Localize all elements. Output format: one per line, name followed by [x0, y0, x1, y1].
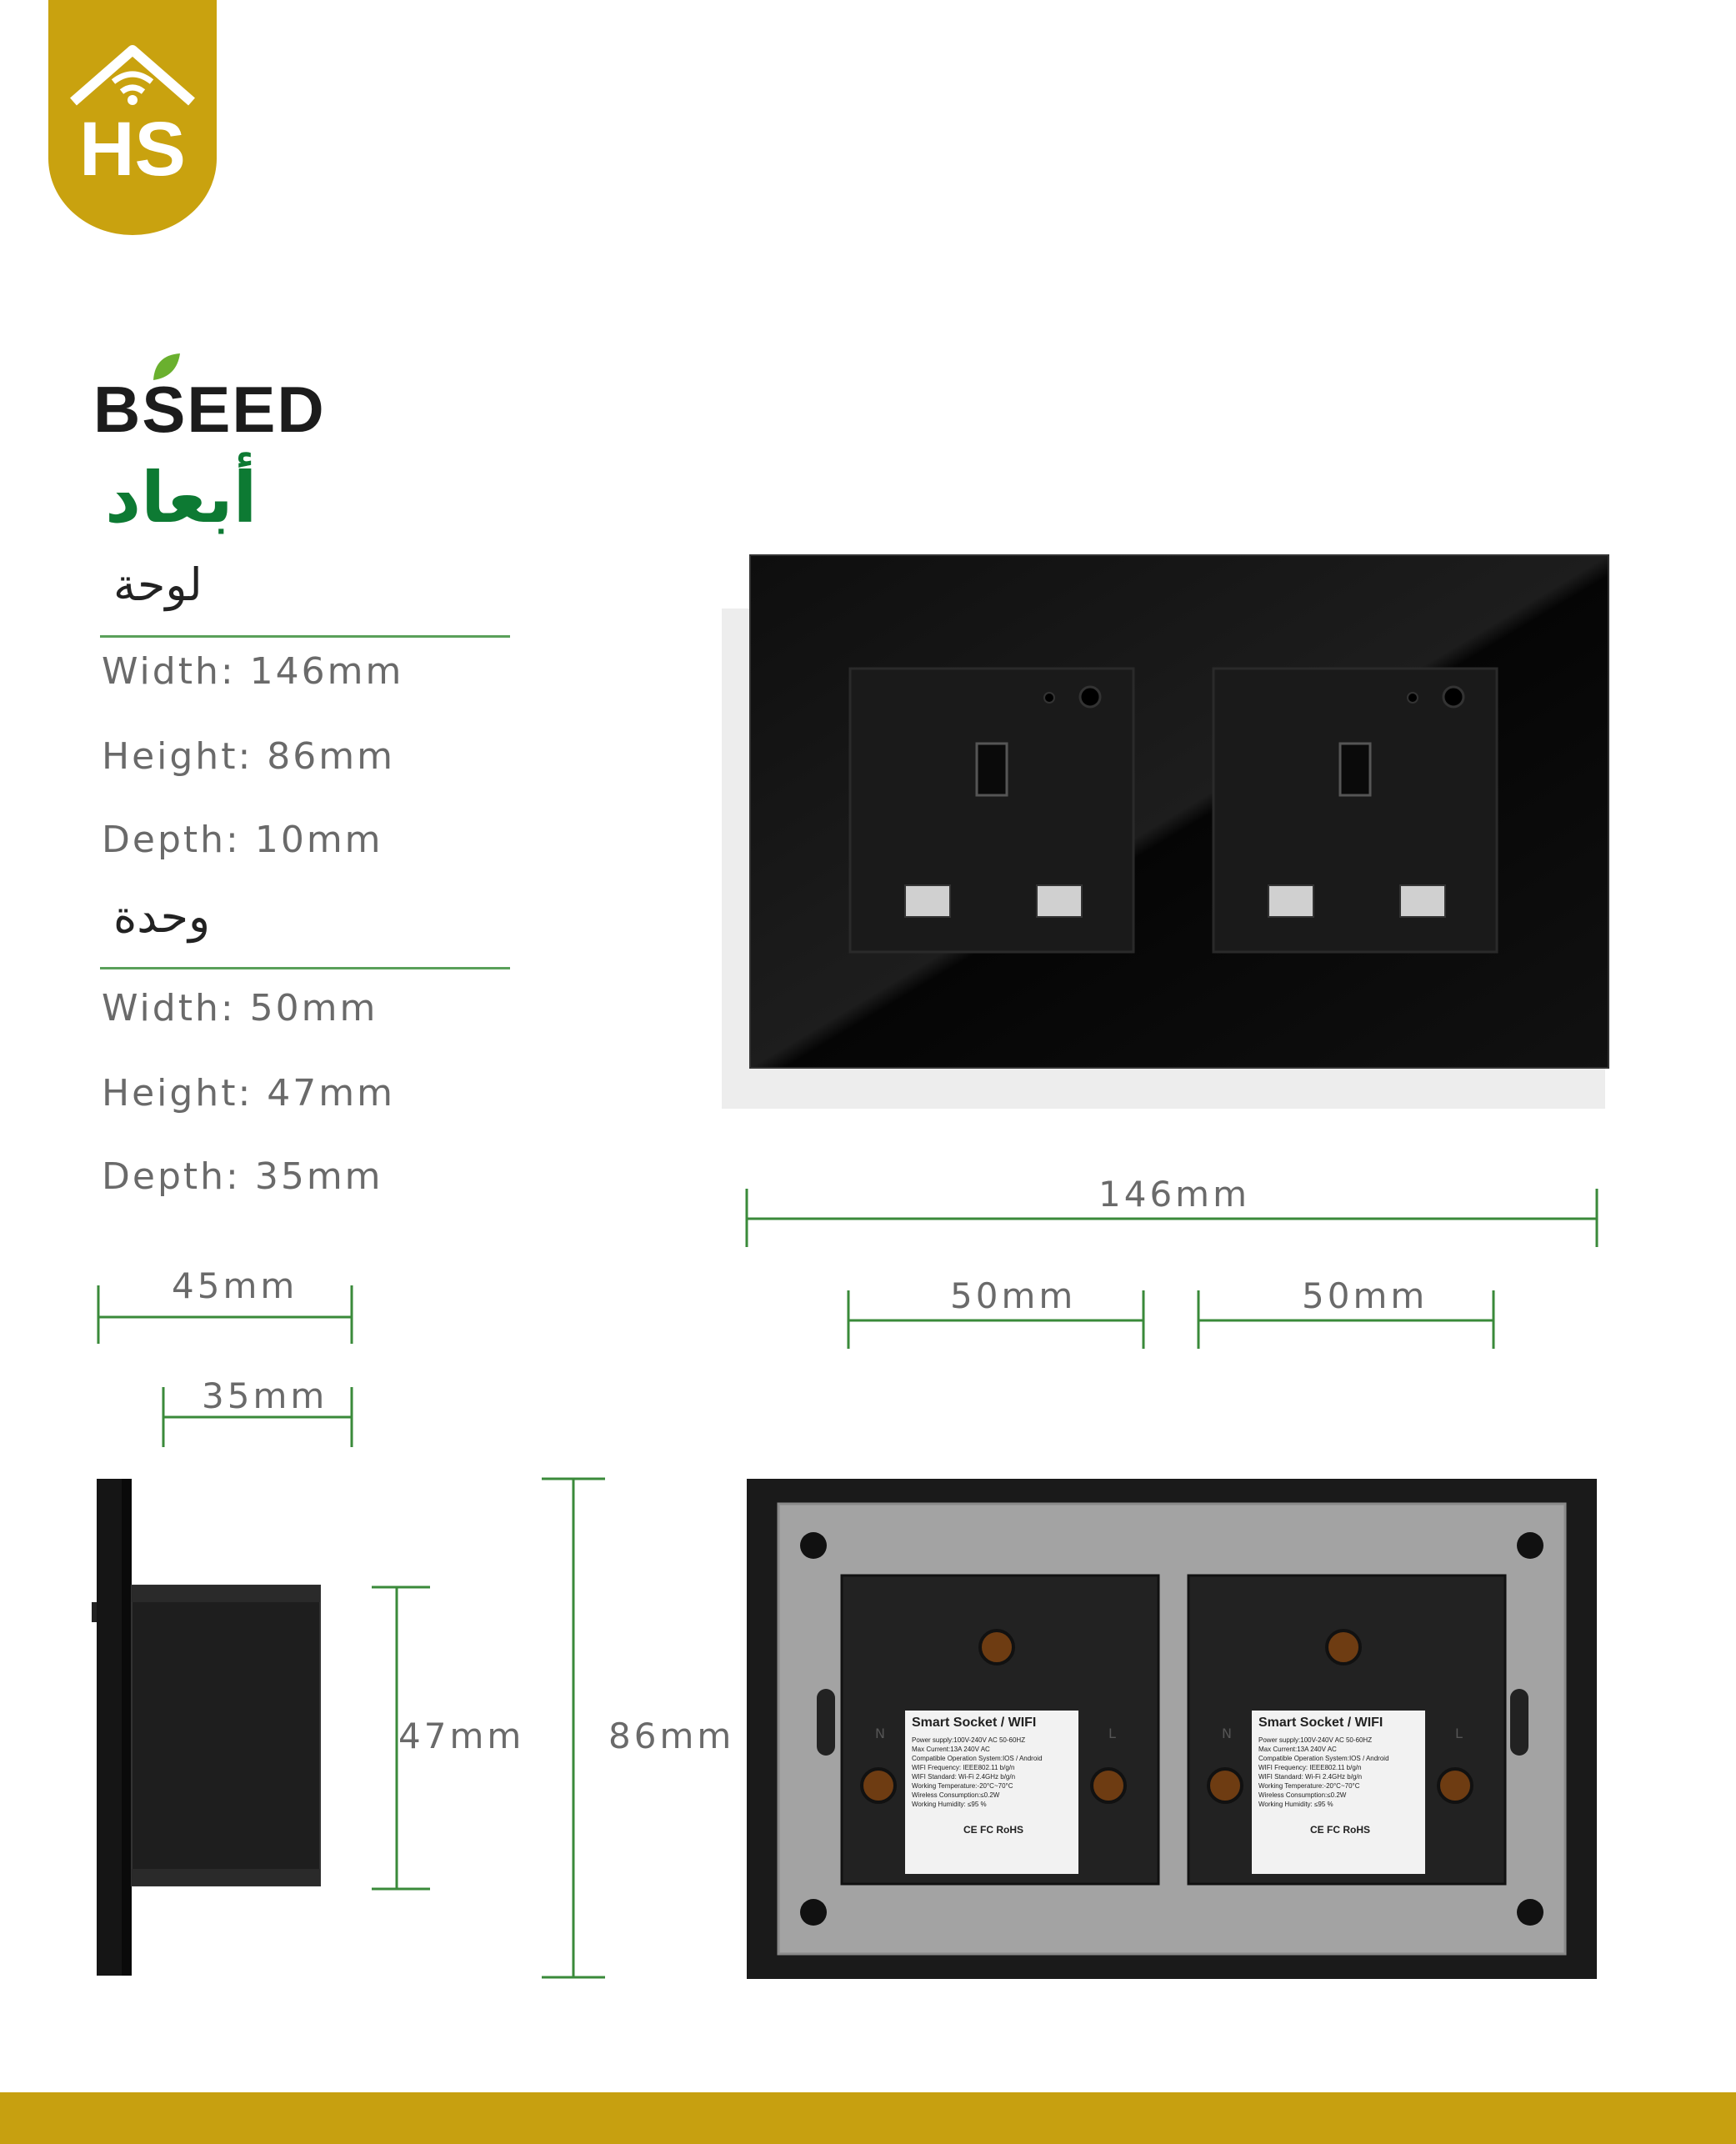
- rear-label-right: [1258, 1716, 1422, 1836]
- rear-label-left-title: Smart Socket / WIFI: [912, 1716, 1037, 1730]
- rear-label-left: [912, 1716, 1075, 1836]
- rear-label-right-line: Working Temperature:-20°C~70°C: [1258, 1782, 1360, 1790]
- side-depth-total-label: 45mm: [172, 1265, 298, 1306]
- terminal-n-left: N: [875, 1726, 885, 1741]
- panel-depth-spec: Depth: 10mm: [102, 819, 383, 861]
- rear-label-right-line: WIFI Frequency: IEEE802.11 b/g/n: [1258, 1764, 1362, 1771]
- module-width-spec: Width: 50mm: [102, 987, 378, 1029]
- module-depth-spec: Depth: 35mm: [102, 1155, 383, 1198]
- rear-label-right-line: Power supply:100V-240V AC 50-60HZ: [1258, 1736, 1373, 1744]
- module-width-right-label: 50mm: [1302, 1275, 1428, 1316]
- rear-label-right-line: Wireless Consumption:≤0.2W: [1258, 1791, 1347, 1799]
- brand-name: BSEED: [93, 373, 326, 446]
- panel-heading: لوحة: [113, 559, 203, 611]
- panel-width-spec: Width: 146mm: [102, 650, 404, 693]
- terminal-l-left: L: [1108, 1726, 1116, 1741]
- rear-view-image: [742, 1475, 1600, 1984]
- rear-label-right-title: Smart Socket / WIFI: [1258, 1716, 1383, 1730]
- rear-label-right-lines: [1258, 1736, 1422, 1809]
- panel-divider: [100, 635, 510, 638]
- module-heading: وحدة: [113, 890, 211, 943]
- panel-height-dimension-line: [533, 1475, 617, 1984]
- side-depth-module-label: 35mm: [202, 1375, 328, 1416]
- brand-logo-badge: [48, 0, 217, 235]
- rear-label-right-line: Working Humidity: ≤95 %: [1258, 1801, 1333, 1808]
- rear-label-left-line: Max Current:13A 240V AC: [912, 1746, 990, 1753]
- rear-label-left-line: Wireless Consumption:≤0.2W: [912, 1791, 1000, 1799]
- rear-label-left-line: WIFI Frequency: IEEE802.11 b/g/n: [912, 1764, 1015, 1771]
- rear-label-right-line: WIFI Standard: Wi-Fi 2.4GHz b/g/n: [1258, 1773, 1363, 1781]
- rear-label-left-line: WIFI Standard: Wi-Fi 2.4GHz b/g/n: [912, 1773, 1016, 1781]
- rear-label-left-marks: CE FC RoHS: [963, 1824, 1023, 1836]
- total-width-label: 146mm: [1098, 1174, 1250, 1215]
- front-panel-image: [717, 550, 1617, 1117]
- module-height-spec: Height: 47mm: [102, 1072, 395, 1115]
- rear-label-left-line: Working Humidity: ≤95 %: [912, 1801, 987, 1808]
- module-height-label: 47mm: [398, 1716, 525, 1756]
- rear-label-left-line: Compatible Operation System:IOS / Android: [912, 1755, 1043, 1762]
- rear-label-left-line: Working Temperature:-20°C~70°C: [912, 1782, 1013, 1790]
- rear-label-left-line: Power supply:100V-240V AC 50-60HZ: [912, 1736, 1026, 1744]
- rear-label-right-marks: CE FC RoHS: [1310, 1824, 1370, 1836]
- page-title: أبعاد: [105, 457, 258, 539]
- side-view-image: [92, 1475, 358, 1984]
- module-width-left-label: 50mm: [950, 1275, 1077, 1316]
- rear-label-right-line: Max Current:13A 240V AC: [1258, 1746, 1337, 1753]
- side-depth-dimension-lines: [92, 1280, 358, 1455]
- panel-height-label: 86mm: [608, 1716, 735, 1756]
- rear-label-left-lines: [912, 1736, 1075, 1809]
- bottom-accent-bar: [0, 2092, 1736, 2144]
- rear-label-right-line: Compatible Operation System:IOS / Android: [1258, 1755, 1389, 1762]
- terminal-l-right: L: [1455, 1726, 1463, 1741]
- logo-text: HS: [79, 107, 186, 192]
- terminal-n-right: N: [1222, 1726, 1232, 1741]
- module-divider: [100, 967, 510, 969]
- panel-height-spec: Height: 86mm: [102, 735, 395, 778]
